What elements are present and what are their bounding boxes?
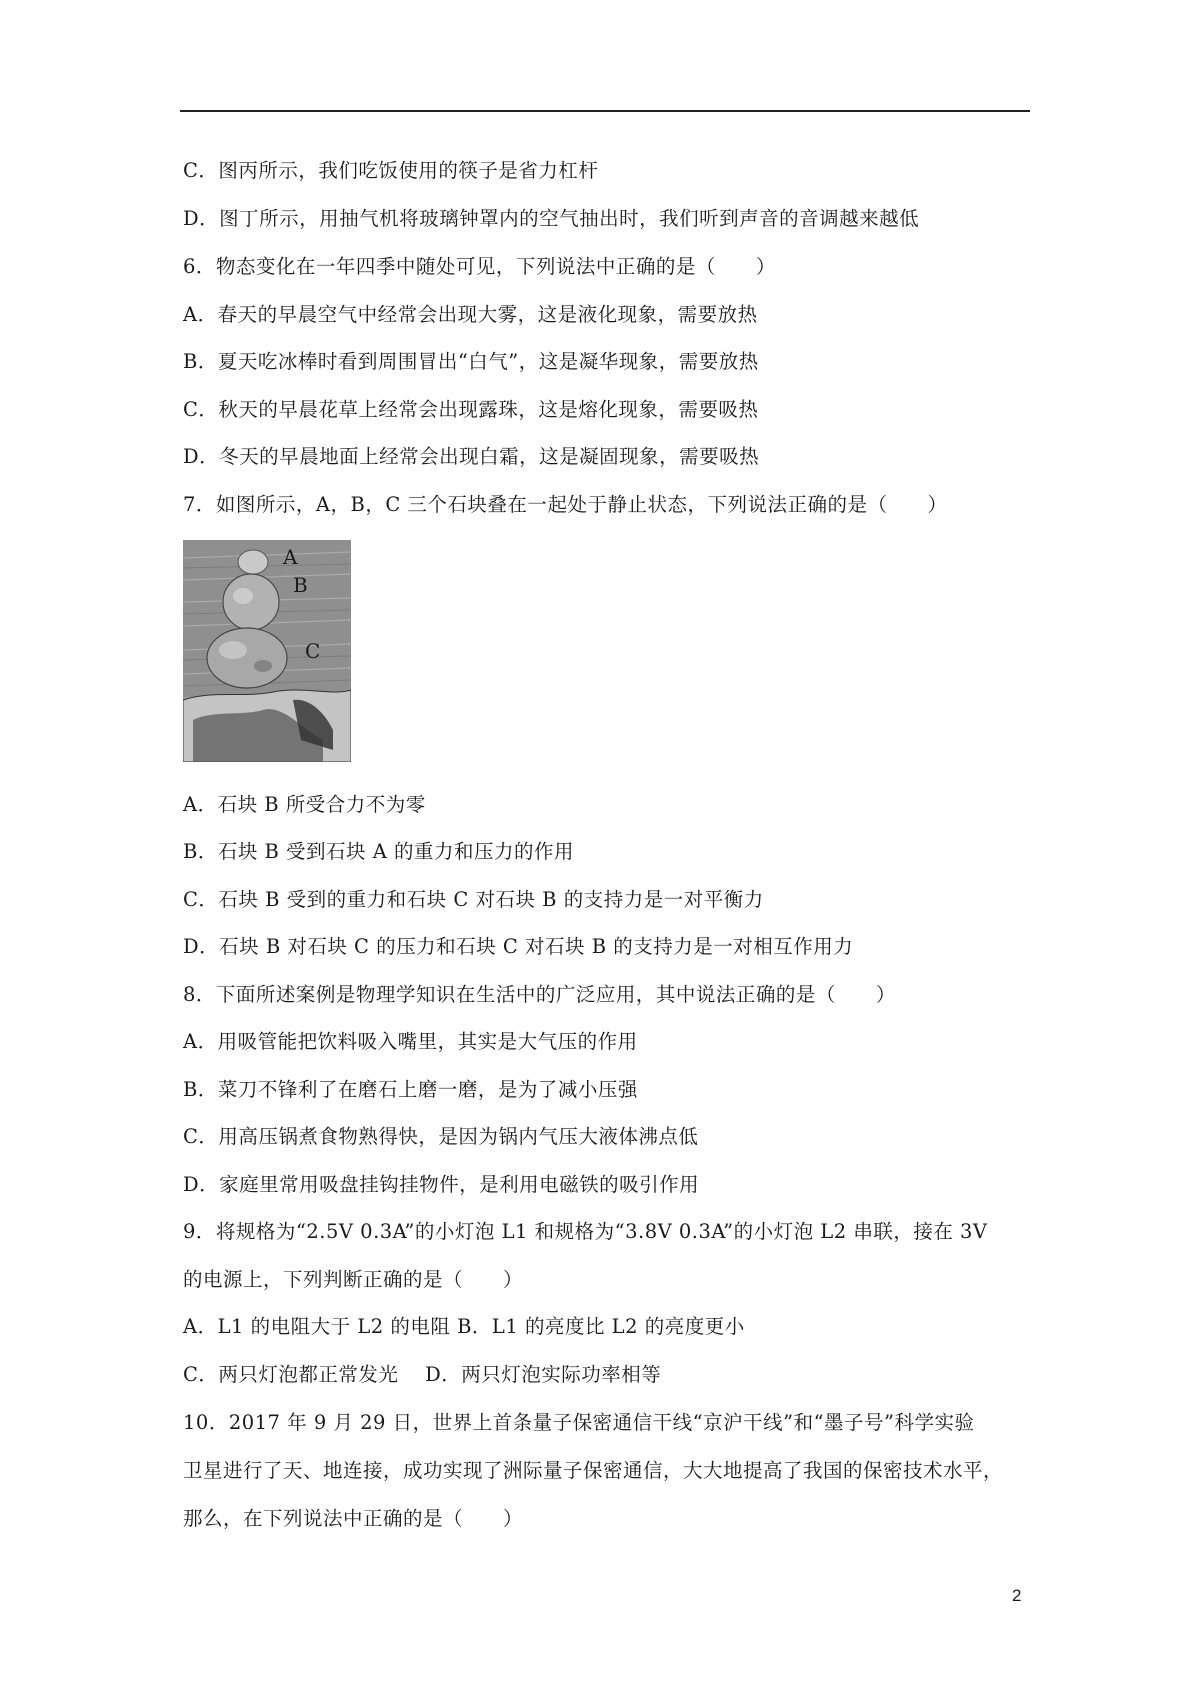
q9-stem-line1: 9．将规格为“2.5V 0.3A”的小灯泡 L1 和规格为“3.8V 0.3A”的小灯泡 L2 串联，接在 3V — [183, 1220, 988, 1243]
header-rule — [180, 110, 1030, 112]
figure-label-c: C — [305, 639, 321, 663]
q8-stem: 8．下面所述案例是物理学知识在生活中的广泛应用，其中说法正确的是（ ） — [183, 983, 896, 1006]
figure-label-a: A — [283, 545, 298, 569]
page-number: 2 — [1012, 1586, 1022, 1605]
figure-label-b: B — [293, 573, 308, 597]
q6-option-a: A．春天的早晨空气中经常会出现大雾，这是液化现象，需要放热 — [183, 303, 758, 326]
q7-option-b: B．石块 B 受到石块 A 的重力和压力的作用 — [183, 840, 575, 863]
q5-option-c: C．图丙所示，我们吃饭使用的筷子是省力杠杆 — [183, 159, 599, 182]
q8-option-a: A．用吸管能把饮料吸入嘴里，其实是大气压的作用 — [183, 1030, 638, 1053]
q6-option-d: D．冬天的早晨地面上经常会出现白霜，这是凝固现象，需要吸热 — [183, 445, 760, 468]
q8-option-b: B．菜刀不锋利了在磨石上磨一磨，是为了减小压强 — [183, 1078, 638, 1101]
stacked-stones-photo — [183, 540, 351, 762]
q6-option-c: C．秋天的早晨花草上经常会出现露珠，这是熔化现象，需要吸热 — [183, 398, 759, 421]
q8-option-d: D．家庭里常用吸盘挂钩挂物件，是利用电磁铁的吸引作用 — [183, 1173, 700, 1196]
q6-stem: 6．物态变化在一年四季中随处可见，下列说法中正确的是（ ） — [183, 255, 776, 278]
q5-option-d: D．图丁所示，用抽气机将玻璃钟罩内的空气抽出时，我们听到声音的音调越来越低 — [183, 207, 920, 230]
q7-option-c: C．石块 B 受到的重力和石块 C 对石块 B 的支持力是一对平衡力 — [183, 888, 764, 911]
q9-options-cd: C．两只灯泡都正常发光 D．两只灯泡实际功率相等 — [183, 1363, 662, 1386]
q10-stem-line1: 10．2017 年 9 月 29 日，世界上首条量子保密通信干线“京沪干线”和“墨子号”科学实验 — [183, 1411, 975, 1434]
q7-option-d: D．石块 B 对石块 C 的压力和石块 C 对石块 B 的支持力是一对相互作用力 — [183, 935, 854, 958]
q10-stem-line3: 那么，在下列说法中正确的是（ ） — [183, 1507, 524, 1530]
q9-stem-line2: 的电源上，下列判断正确的是（ ） — [183, 1268, 524, 1291]
q7-stem: 7．如图所示，A，B，C 三个石块叠在一起处于静止状态，下列说法正确的是（ ） — [183, 493, 948, 516]
q9-options-ab: A．L1 的电阻大于 L2 的电阻 B．L1 的亮度比 L2 的亮度更小 — [183, 1315, 745, 1338]
q6-option-b: B．夏天吃冰棒时看到周围冒出“白气”，这是凝华现象，需要放热 — [183, 350, 759, 373]
q8-option-c: C．用高压锅煮食物熟得快，是因为锅内气压大液体沸点低 — [183, 1125, 699, 1148]
q7-option-a: A．石块 B 所受合力不为零 — [183, 793, 426, 816]
q10-stem-line2: 卫星进行了天、地连接，成功实现了洲际量子保密通信，大大地提高了我国的保密技术水平， — [183, 1459, 1004, 1482]
